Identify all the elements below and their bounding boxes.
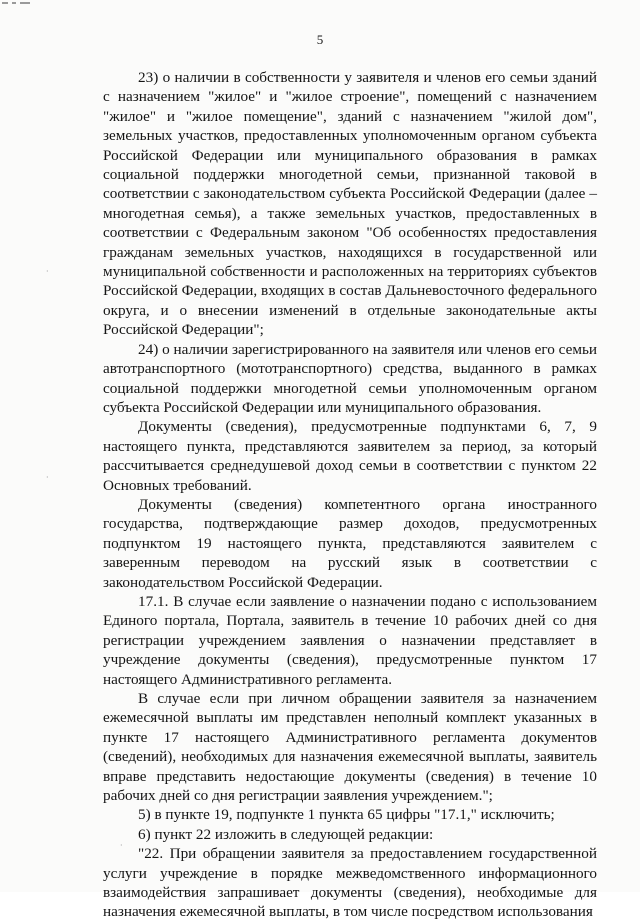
paragraph-item-23: 23) о наличии в собственности у заявителя и членов его семьи зданий с назначением "жилое" и "жилое строение", помещений с назначением "жилое" и "жилое помещение", зданий с назначением "жилой дом", земельных участков, предоставленных уполномоченным органом субъекта Российской Федерации или муниципального образования в рамках социальной поддержки многодетной семьи, признанной таковой в соответствии с законодательством субъекта Российской Федерации (далее – многодетная семья), а также земельных участков, предоставленных в соответствии с Федеральным законом "Об особенностях предоставления гражданам земельных участков, находящихся в государственной или муниципальной собственности и расположенных на территориях субъектов Российской Федерации, входящих в состав Дальневосточного федерального округа, и о внесении изменений в отдельные законодательные акты Российской Федерации"; [103, 69, 597, 339]
paragraph-foreign-documents: Документы (сведения) компетентного органа иностранного государства, подтверждающие размер доходов, предусмотренных подпунктом 19 настоящего пункта, представляются заявителем с заверенным переводом на русский язык в соответствии с законодательством Российской Федерации. [103, 495, 597, 591]
scan-artifact: · [120, 841, 123, 850]
paragraph-22: "22. При обращении заявителя за предоставлением государственной услуги учреждение в порядке межведомственного информационного взаимодействия запрашивает документы (сведения), необходимые для назначения ежемесячной выплаты, в том числе посредством использования [103, 845, 597, 921]
paragraph-17-1: 17.1. В случае если заявление о назначении подано с использованием Единого портала, Портала, заявитель в течение 10 рабочих дней со дня регистрации учреждением заявления о назначении представляет в учреждение документы (сведения), предусмотренные пунктом 17 настоящего Административного регламента. [103, 592, 597, 688]
document-body [103, 68, 597, 922]
page-number: 5 [316, 32, 324, 47]
scan-artifact: · [46, 267, 49, 276]
paragraph-item-24: 24) о наличии зарегистрированного на заявителя или членов его семьи автотранспортного (мототранспортного) средства, выданного в рамках социальной поддержки многодетной семьи уполномоченным органом субъекта Российской Федерации или муниципального образования. [103, 340, 597, 416]
paragraph-amendment-5: 5) в пункте 19, подпункте 1 пункта 65 цифры "17.1," исключить; [138, 806, 555, 824]
scan-artifact: · [46, 473, 49, 482]
paragraph-documents-period: Документы (сведения), предусмотренные подпунктами 6, 7, 9 настоящего пункта, представляются заявителем за период, за который рассчитывается среднедушевой доход семьи в соответствии с пунктом 22 Основных требований. [103, 418, 597, 494]
paragraph-amendment-6: 6) пункт 22 изложить в следующей редакции: [138, 825, 434, 843]
paragraph-incomplete-set: В случае если при личном обращении заявителя за назначением ежемесячной выплаты им представлен неполный комплект указанных в пункте 17 настоящего Административного регламента документов (сведений), необходимых для назначения ежемесячной выплаты, заявитель вправе представить недостающие документы (сведения) в течение 10 рабочих дней со дня регистрации заявления учреждением."; [103, 690, 597, 805]
scan-artifact [0, 0, 40, 10]
